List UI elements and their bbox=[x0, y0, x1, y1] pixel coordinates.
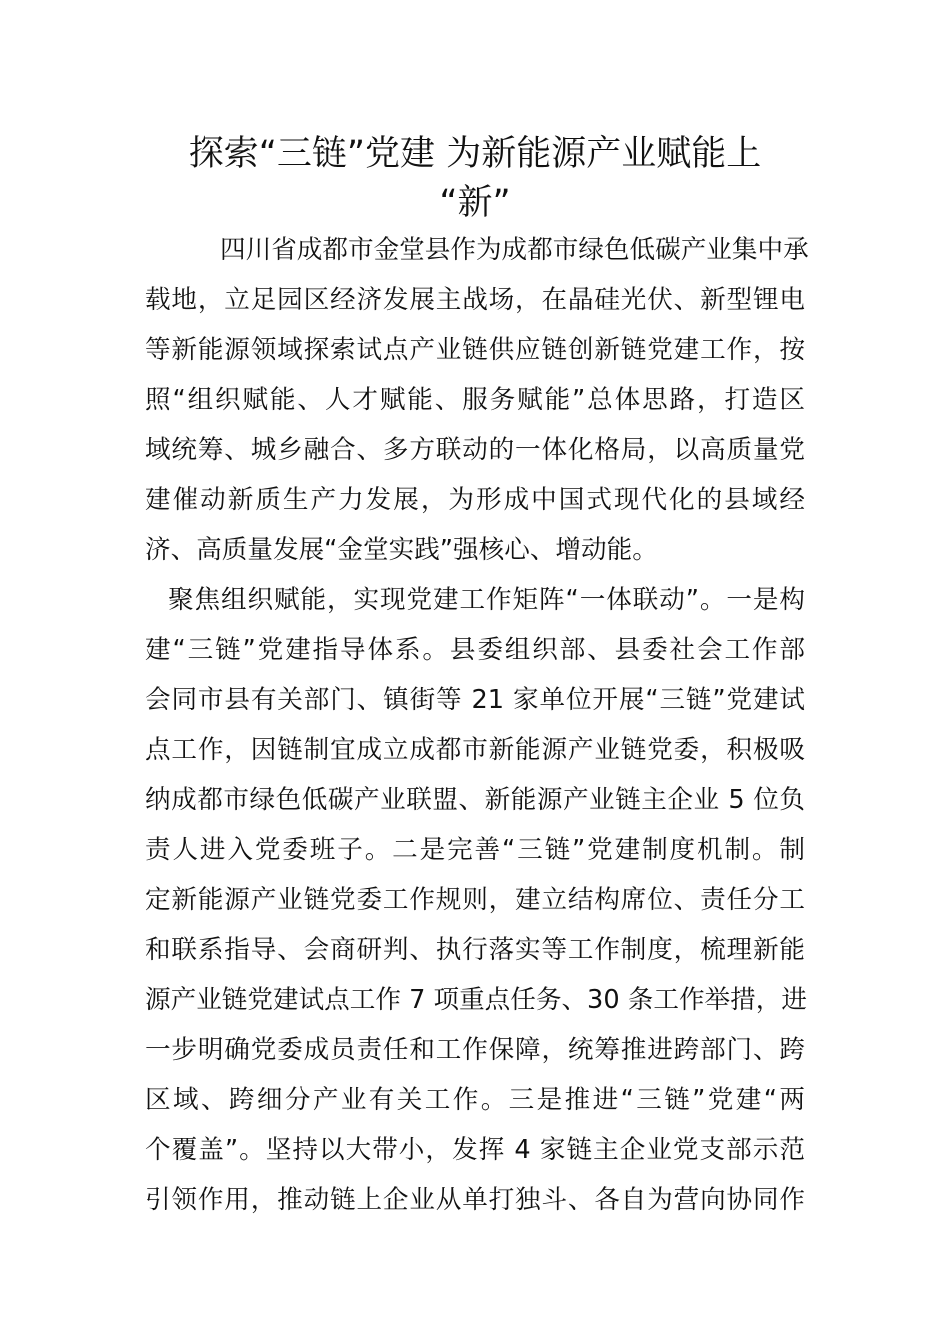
paragraph-1-line: 域统筹、城乡融合、多方联动的一体化格局，以高质量党 bbox=[145, 435, 805, 465]
paragraph-2-line: 责人进入党委班子。二是完善“三链”党建制度机制。制 bbox=[145, 835, 805, 865]
paragraph-2-line: 建“三链”党建指导体系。县委组织部、县委社会工作部 bbox=[145, 635, 805, 665]
paragraph-2-line: 定新能源产业链党委工作规则，建立结构席位、责任分工 bbox=[145, 885, 805, 915]
paragraph-2-line: 引领作用，推动链上企业从单打独斗、各自为营向协同作 bbox=[145, 1185, 805, 1215]
paragraph-1-line: 照“组织赋能、人才赋能、服务赋能”总体思路，打造区 bbox=[145, 385, 805, 415]
paragraph-2-line: 和联系指导、会商研判、执行落实等工作制度，梳理新能 bbox=[145, 935, 805, 965]
paragraph-2-line: 个覆盖”。坚持以大带小，发挥 4 家链主企业党支部示范 bbox=[145, 1135, 805, 1165]
document-title-line-2: “新” bbox=[439, 183, 511, 223]
paragraph-1-line: 四川省成都市金堂县作为成都市绿色低碳产业集中承 bbox=[220, 235, 809, 265]
paragraph-2-line: 点工作，因链制宜成立成都市新能源产业链党委，积极吸 bbox=[145, 735, 805, 765]
paragraph-2-line: 纳成都市绿色低碳产业联盟、新能源产业链主企业 5 位负 bbox=[145, 785, 805, 815]
paragraph-2-line: 区域、跨细分产业有关工作。三是推进“三链”党建“两 bbox=[145, 1085, 805, 1115]
paragraph-1-line: 等新能源领域探索试点产业链供应链创新链党建工作，按 bbox=[145, 335, 805, 365]
paragraph-1-line: 建催动新质生产力发展，为形成中国式现代化的县域经 bbox=[145, 485, 805, 515]
paragraph-2-line: 会同市县有关部门、镇街等 21 家单位开展“三链”党建试 bbox=[145, 685, 805, 715]
paragraph-2-line: 一步明确党委成员责任和工作保障，统筹推进跨部门、跨 bbox=[145, 1035, 805, 1065]
paragraph-1-line: 济、高质量发展“金堂实践”强核心、增动能。 bbox=[145, 535, 658, 565]
paragraph-2-line: 聚焦组织赋能，实现党建工作矩阵“一体联动”。一是构 bbox=[168, 585, 805, 615]
paragraph-2-line: 源产业链党建试点工作 7 项重点任务、30 条工作举措，进 bbox=[145, 985, 807, 1015]
document-title-line-1: 探索“三链”党建 为新能源产业赋能上 bbox=[188, 134, 762, 174]
paragraph-1-line: 载地，立足园区经济发展主战场，在晶硅光伏、新型锂电 bbox=[145, 285, 805, 315]
